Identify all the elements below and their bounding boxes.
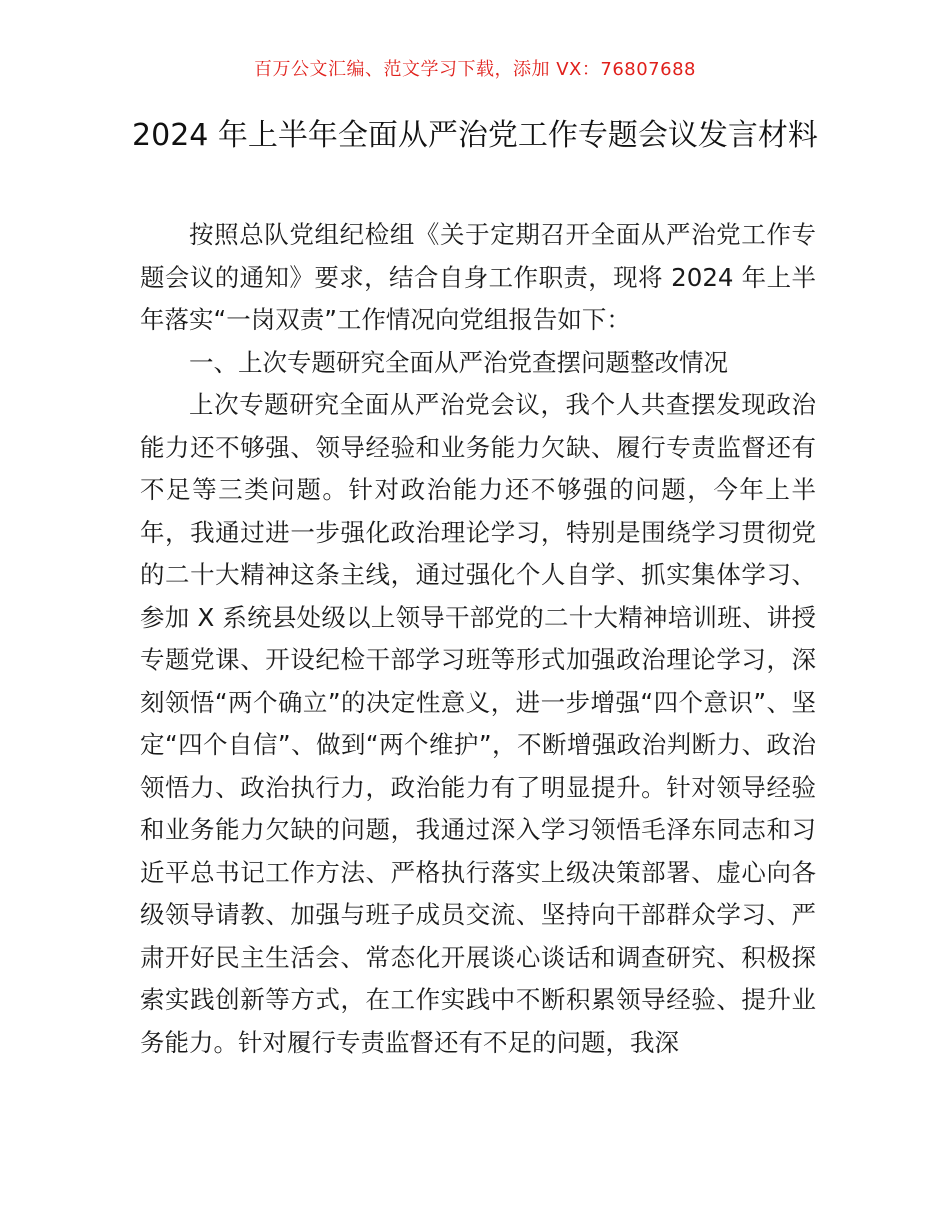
- watermark-banner: 百万公文汇编、范文学习下载，添加 VX：76807688: [254, 59, 696, 80]
- section-heading-1: 一、上次专题研究全面从严治党查摆问题整改情况: [189, 347, 728, 377]
- section-1-paragraph: 上次专题研究全面从严治党会议，我个人共查摆发现政治能力还不够强、领导经验和业务能力欠缺、履行专责监督还有不足等三类问题。针对政治能力还不够强的问题，今年上半年，我通过进一步强化政治理论学习，特别是围绕学习贯彻党的二十大精神这条主线，通过强化个人自学、抓实集体学习、参加 X 系统县处级以上领导干部党的二十大精神培训班、讲授专题党课、开设纪检干部学习班等形式加强政治理论学习，深刻领悟“两个确立”的决定性意义，进一步增强“四个意识”、坚定“四个自信”、做到“两个维护”，不断增强政治判断力、政治领悟力、政治执行力，政治能力有了明显提升。针对领导经验和业务能力欠缺的问题，我通过深入学习领悟毛泽东同志和习近平总书记工作方法、严格执行落实上级决策部署、虚心向各级领导请教、加强与班子成员交流、坚持向干部群众学习、严肃开好民主生活会、常态化开展谈心谈话和调查研究、积极探索实践创新等方式，在工作实践中不断积累领导经验、提升业务能力。针对履行专责监督还有不足的问题，我深: [140, 390, 816, 1057]
- document-body: [140, 214, 816, 1064]
- intro-paragraph: 按照总队党组纪检组《关于定期召开全面从严治党工作专题会议的通知》要求，结合自身工作职责，现将 2024 年上半年落实“一岗双责”工作情况向党组报告如下：: [140, 220, 816, 334]
- document-title: 2024 年上半年全面从严治党工作专题会议发言材料: [132, 118, 818, 153]
